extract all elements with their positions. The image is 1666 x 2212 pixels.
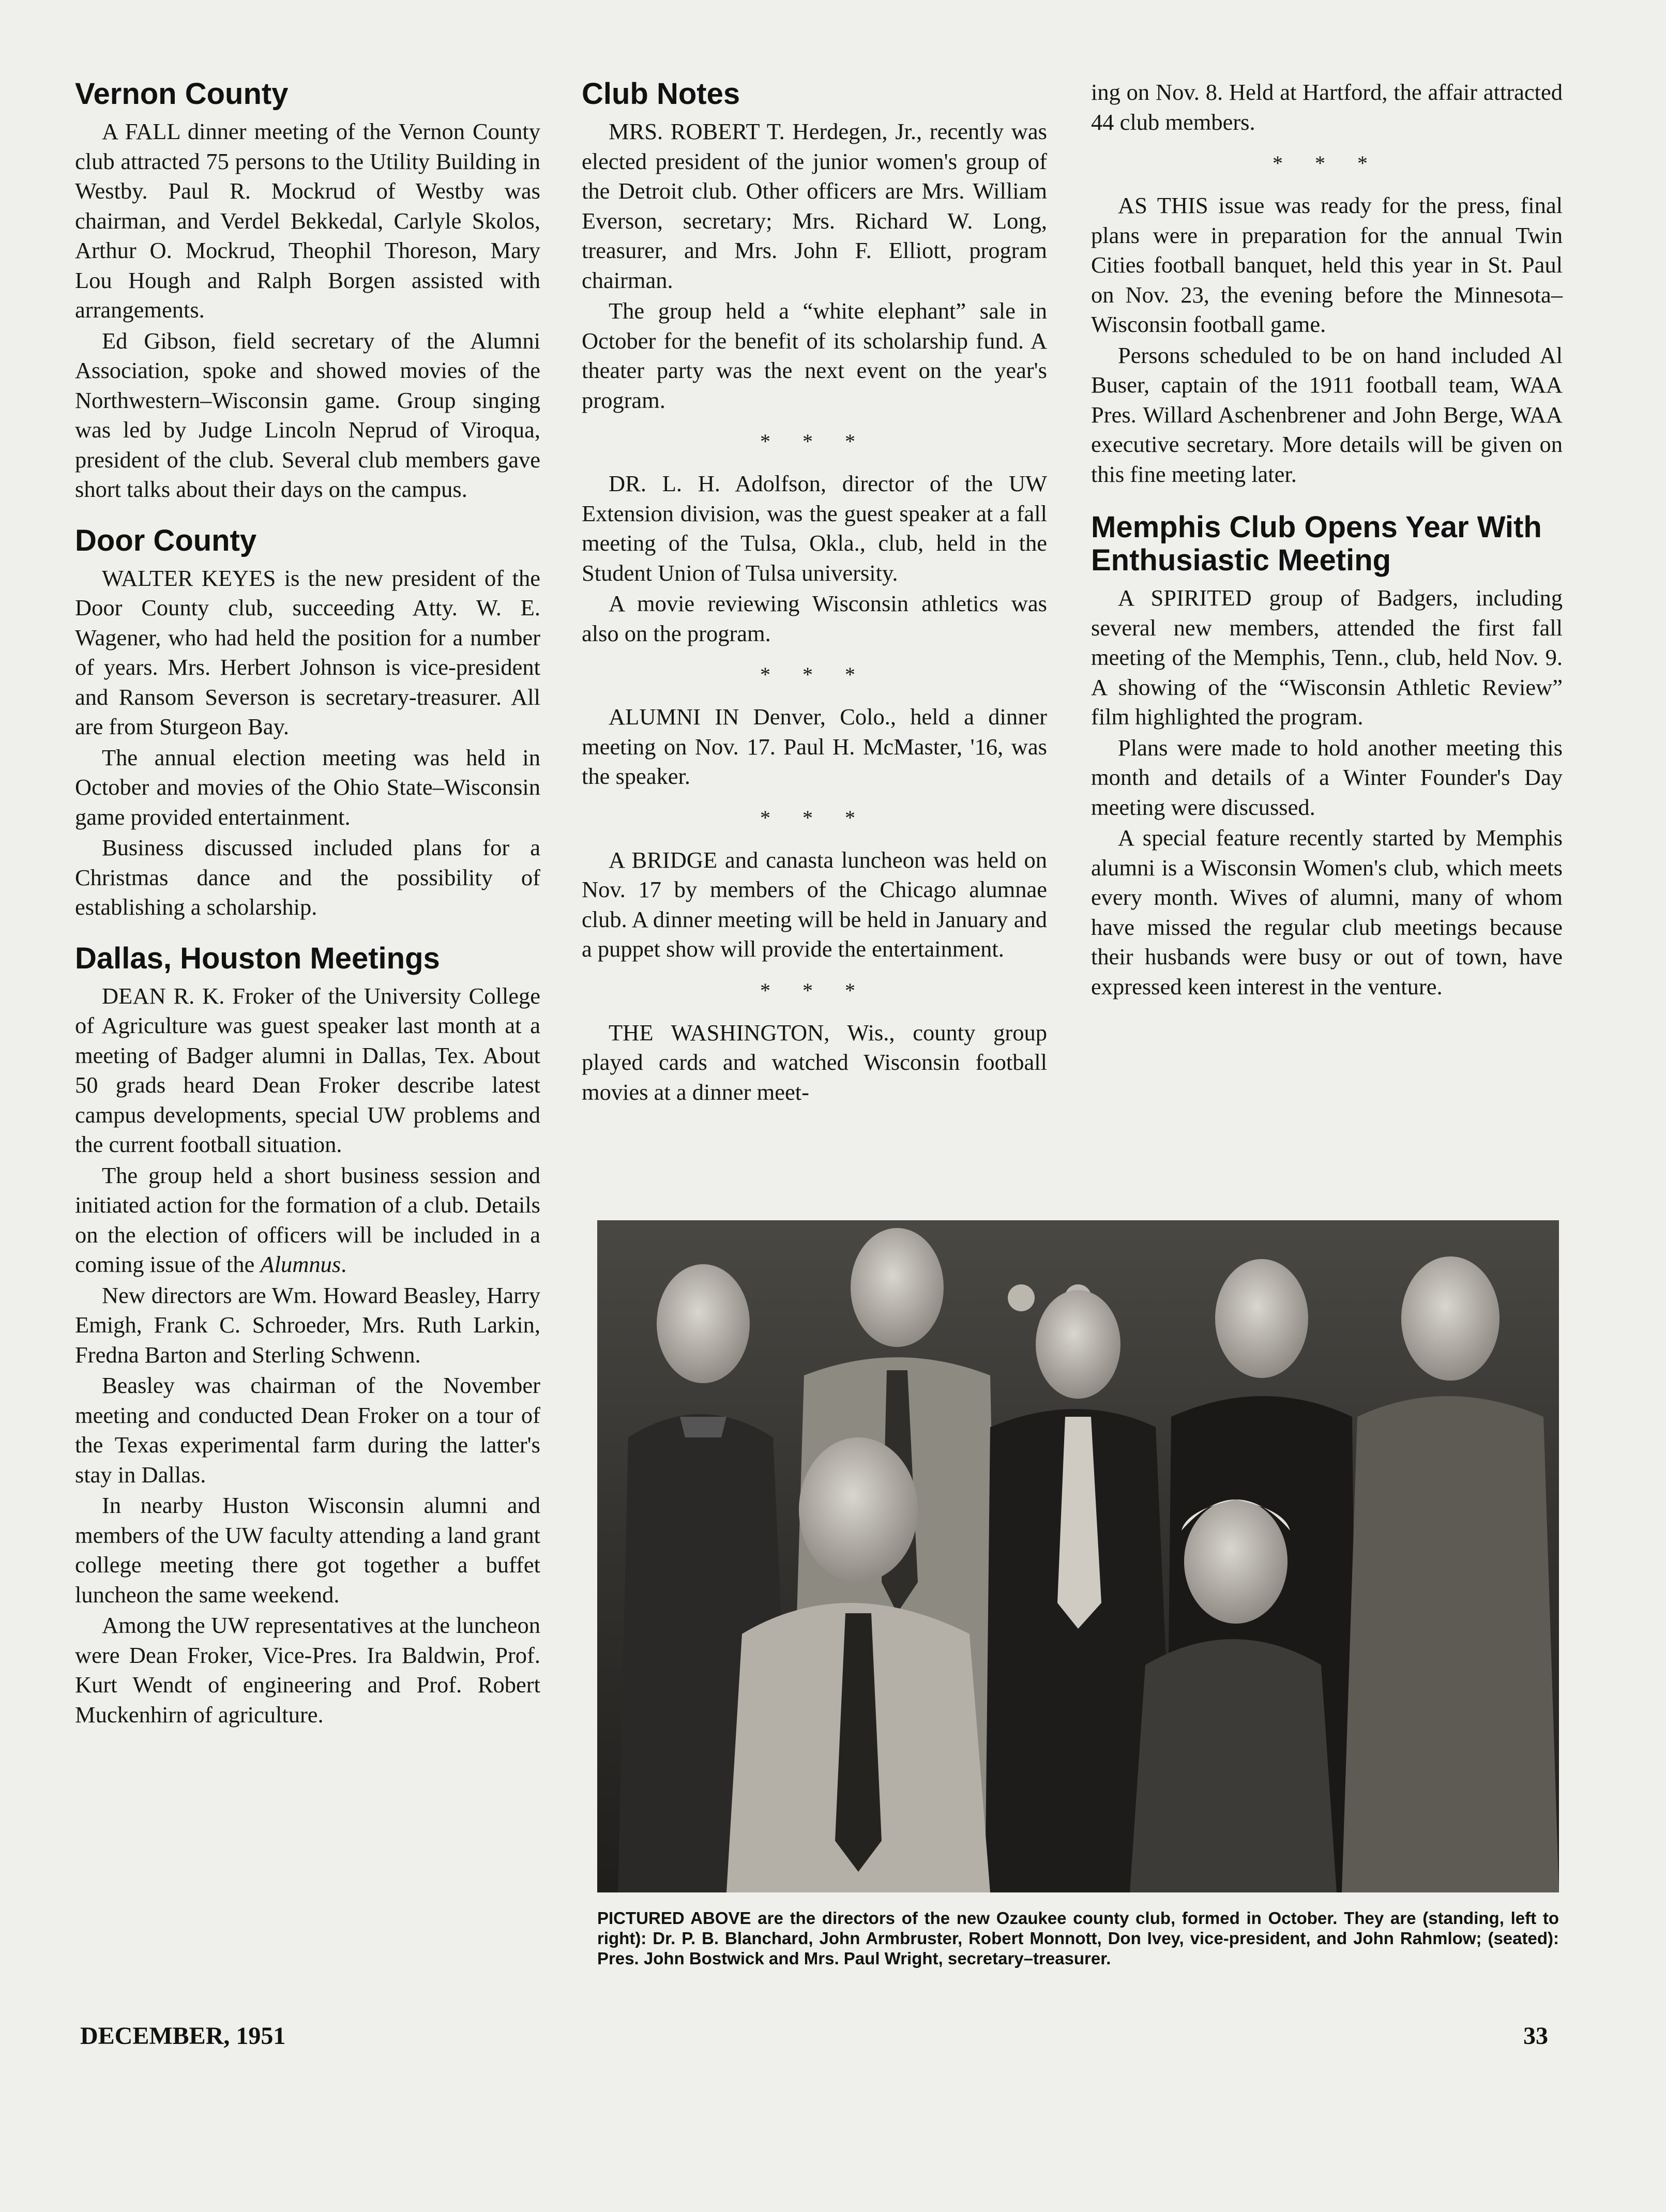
houston-paragraph: Among the UW representatives at the luncheon were Dean Froker, Vice-Pres. Ira Baldwin, Prof. Kurt Wendt of engineering and Prof. Robert Muckenhirn of agriculture.: [75, 1612, 540, 1728]
detroit-paragraph: The group held a “white elephant” sale in October for the benefit of its scholarship fund. A theater party was the next event on the year's program.: [582, 298, 1047, 413]
magazine-title-italic: Alumnus: [260, 1251, 341, 1277]
column-right: [1091, 78, 1563, 1003]
twin-cities-paragraph: Persons scheduled to be on hand included Al Buser, captain of the 1911 football team, WAA Pres. Willard Aschenbrener and John Berge, WAA executive secretary. More details will be given on this fine meeting later.: [1091, 342, 1563, 487]
section-divider-stars: * * *: [760, 430, 869, 453]
denver-paragraph: ALUMNI IN Denver, Colo., held a dinner meeting on Nov. 17. Paul H. McMaster, '16, was the speaker.: [582, 704, 1047, 789]
section-divider-stars: * * *: [760, 663, 869, 686]
memphis-heading: Memphis Club Opens Year With Enthusiastic Meeting: [1091, 510, 1542, 577]
memphis-paragraph: A SPIRITED group of Badgers, including several new members, attended the first fall meeting of the Memphis, Tenn., club, held Nov. 9. A showing of the “Wisconsin Athletic Review” film highlighted the program.: [1091, 585, 1563, 730]
section-divider-stars: * * *: [760, 978, 869, 1002]
memphis-paragraph: A special feature recently started by Memphis alumni is a Wisconsin Women's club, which meets every month. Wives of alumni, many of whom have missed the regular club meetings because their husbands were busy or out of town, have expressed keen interest in the venture.: [1091, 825, 1563, 999]
vernon-county-heading: Vernon County: [75, 77, 289, 111]
dallas-paragraph: New directors are Wm. Howard Beasley, Harry Emigh, Frank C. Schroeder, Mrs. Ruth Larkin, Fredna Barton and Sterling Schwenn.: [75, 1282, 540, 1368]
washington-paragraph: THE WASHINGTON, Wis., county group played cards and watched Wisconsin football movies at a dinner meet-: [582, 1019, 1047, 1105]
door-county-section: [75, 524, 540, 922]
twin-cities-paragraph: AS THIS issue was ready for the press, final plans were in preparation for the annual Twin Cities football banquet, held this year in St. Paul on Nov. 23, the evening before the Minnesota–Wisconsin football game.: [1091, 192, 1563, 337]
detroit-paragraph: MRS. ROBERT T. Herdegen, Jr., recently was elected president of the junior women's group of the Detroit club. Other officers are Mrs. William Everson, secretary; Mrs. Richard W. Long, treasurer, and Mrs. John F. Elliott, program chairman.: [582, 118, 1047, 293]
door-county-paragraph: WALTER KEYES is the new president of the Door County club, succeeding Atty. W. E. Wagener, who had held the position for a number of years. Mrs. Herbert Johnson is vice-president and Ransom Severson is secretary-treasurer. All are from Sturgeon Bay.: [75, 565, 540, 739]
page-number: 33: [1523, 2022, 1548, 2050]
washington-paragraph-continued: ing on Nov. 8. Held at Hartford, the affair attracted 44 club members.: [1091, 79, 1563, 135]
door-county-paragraph: Business discussed included plans for a Christmas dance and the possibility of establishing a scholarship.: [75, 835, 540, 920]
photo-caption: PICTURED ABOVE are the directors of the new Ozaukee county club, formed in October. They are (standing, left to right): Dr. P. B. Blanchard, John Armbruster, Robert Monnott, Don Ivey, vice-president, and John Rahmlow; (seated): Pres. John Bostwick and Mrs. Paul Wright, secretary–treasurer.: [597, 1908, 1559, 1968]
column-middle: [582, 78, 1047, 1108]
door-county-paragraph: The annual election meeting was held in October and movies of the Ohio State–Wisconsin game provided entertainment.: [75, 744, 540, 830]
issue-date: DECEMBER, 1951: [80, 2022, 286, 2050]
section-divider-stars: * * *: [760, 806, 869, 829]
dallas-paragraph: Beasley was chairman of the November meeting and conducted Dean Froker on a tour of the Texas experimental farm during the latter's stay in Dallas.: [75, 1372, 540, 1488]
vernon-county-paragraph: A FALL dinner meeting of the Vernon County club attracted 75 persons to the Utility Building in Westby. Paul R. Mockrud of Westby was chairman, and Verdel Bekkedal, Carlyle Skolos, Arthur O. Mockrud, Theophil Thoreson, Mary Lou Hough and Ralph Borgen assisted with arrangements.: [75, 118, 540, 323]
tulsa-paragraph: A movie reviewing Wisconsin athletics was also on the program.: [582, 590, 1047, 646]
vernon-county-section: [75, 78, 540, 505]
dallas-houston-heading: Dallas, Houston Meetings: [75, 941, 440, 975]
door-county-heading: Door County: [75, 523, 257, 557]
dallas-paragraph: The group held a short business session and initiated action for the formation of a club. Details on the election of officers will be included in a coming issue of the Alumnus.: [75, 1162, 540, 1277]
dallas-paragraph: DEAN R. K. Froker of the University College of Agriculture was guest speaker last month at a meeting of Badger alumni in Dallas, Tex. About 50 grads heard Dean Froker describe latest campus developments, special UW problems and the current football situation.: [75, 982, 540, 1157]
houston-paragraph: In nearby Huston Wisconsin alumni and members of the UW faculty attending a land grant college meeting there got together a buffet luncheon the same weekend.: [75, 1492, 540, 1608]
section-divider-stars: * * *: [1273, 151, 1381, 175]
vernon-county-paragraph: Ed Gibson, field secretary of the Alumni Association, spoke and showed movies of the Northwestern–Wisconsin game. Group singing was led by Judge Lincoln Neprud of Viroqua, president of the club. Several club members gave short talks about their days on the campus.: [75, 327, 540, 502]
tulsa-paragraph: DR. L. H. Adolfson, director of the UW Extension division, was the guest speaker at a fall meeting of the Tulsa, Okla., club, held in the Student Union of Tulsa university.: [582, 471, 1047, 586]
group-photo: [597, 1220, 1559, 1892]
club-notes-heading: Club Notes: [582, 77, 740, 111]
group-photo-illustration: [597, 1220, 1559, 1892]
dallas-houston-section: [75, 942, 540, 1730]
chicago-paragraph: A BRIDGE and canasta luncheon was held on Nov. 17 by members of the Chicago alumnae club. A dinner meeting will be held in January and a puppet show will provide the entertainment.: [582, 846, 1047, 962]
column-left: [75, 78, 540, 1749]
memphis-paragraph: Plans were made to hold another meeting this month and details of a Winter Founder's Day meeting were discussed.: [1091, 734, 1563, 820]
